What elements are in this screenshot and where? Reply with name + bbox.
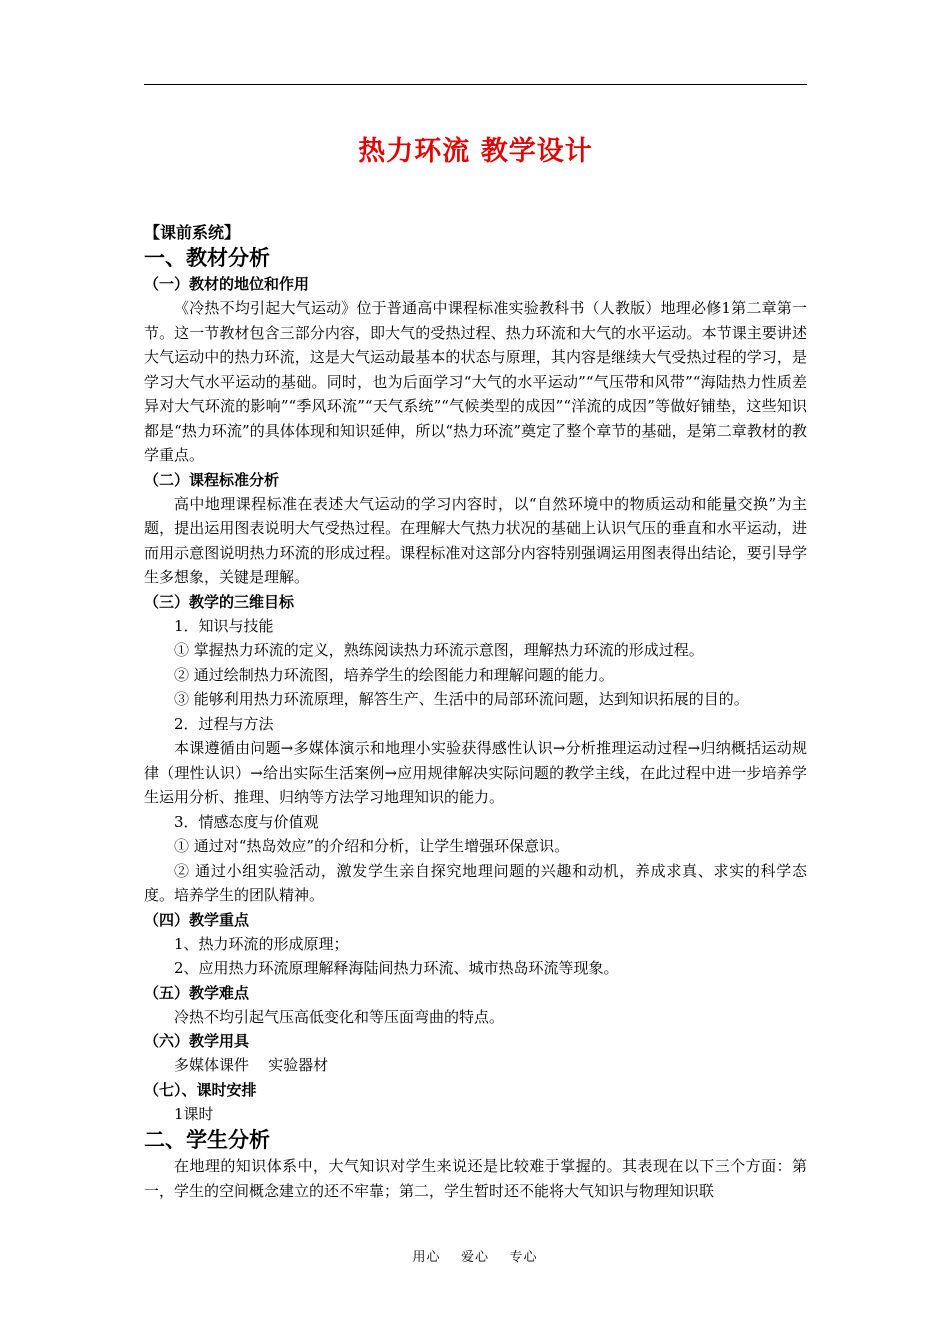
paragraph: 在地理的知识体系中，大气知识对学生来说还是比较难于掌握的。其表现在以下三个方面：第一，学生的空间概念建立的还不牢靠；第二，学生暂时还不能将大气知识与物理知识联 [144, 1157, 807, 1200]
section-heading-student-analysis: 二、学生分析 [144, 1127, 270, 1152]
list-item: ① 掌握热力环流的定义，熟练阅读热力环流示意图，理解热力环流的形成过程。 [174, 641, 704, 659]
subsection-title: （一）教材的地位和作用 [144, 275, 310, 293]
list-item: ① 通过对“热岛效应”的介绍和分析，让学生增强环保意识。 [174, 837, 570, 855]
list-item: 2．过程与方法 [174, 714, 274, 733]
section-heading-textbook-analysis: 一、教材分析 [144, 245, 270, 270]
list-item: 1．知识与技能 [174, 616, 274, 635]
list-item: 1、热力环流的形成原理； [174, 934, 349, 953]
list-item: ② 通过绘制热力环流图，培养学生的绘图能力和理解问题的能力。 [174, 665, 614, 684]
header-rule [144, 84, 807, 85]
list-item: 冷热不均引起气压高低变化和等压面弯曲的特点。 [174, 1007, 505, 1026]
list-item: ③ 能够利用热力环流原理，解答生产、生活中的局部环流问题，达到知识拓展的目的。 [174, 690, 749, 708]
pre-class-tag: 【课前系统】 [144, 223, 241, 242]
subsection-title: （五）教学难点 [144, 983, 250, 1002]
list-item: 2、应用热力环流原理解释海陆间热力环流、城市热岛环流等现象。 [174, 959, 619, 977]
paragraph: 《冷热不均引起大气运动》位于普通高中课程标准实验教科书（人教版）地理必修1第二章第一节。这一节教材包含三部分内容，即大气的受热过程、热力环流和大气的水平运动。本节课主要讲述大气运动中的热力环流，这是大气运动最基本的状态与原理，其内容是继续大气受热过程的学习，是学习大气水平运动的基础。同时，也为后面学习“大气的水平运动”“气压带和风带”“海陆热力性质差异对大气环流的影响”“季风环流”“天气系统”“气候类型的成因”“洋流的成因”等做好铺垫，这些知识都是“热力环流”的具体体现和知识延伸，所以“热力环流”奠定了整个章节的基础，是第二章教材的教学重点。 [144, 299, 807, 464]
paragraph: 高中地理课程标准在表述大气运动的学习内容时，以“自然环境中的物质运动和能量交换”为主题，提出运用图表说明大气受热过程。在理解大气热力状况的基础上认识气压的垂直和水平运动，进而用示意图说明热力环流的形成过程。课程标准对这部分内容特别强调运用图表得出结论，要引导学生多想象，关键是理解。 [144, 494, 807, 586]
subsection-title: （六）教学用具 [144, 1032, 250, 1050]
list-item: 1课时 [174, 1104, 214, 1123]
paragraph: 本课遵循由问题→多媒体演示和地理小实验获得感性认识→分析推理运动过程→归纳概括运动规律（理性认识）→给出实际生活案例→应用规律解决实际问题的教学主线，在此过程中进一步培养学生运用分析、推理、归纳等方法学习地理知识的能力。 [144, 739, 807, 806]
document-title: 热力环流 教学设计 [358, 136, 593, 167]
subsection-title: （四）教学重点 [144, 910, 250, 929]
paragraph: ② 通过小组实验活动，激发学生亲自探究地理问题的兴趣和动机，养成求真、求实的科学态度。培养学生的团队精神。 [144, 861, 807, 904]
subsection-title: （二）课程标准分析 [144, 470, 280, 489]
subsection-title: （三）教学的三维目标 [144, 592, 295, 611]
list-item: 多媒体课件 实验器材 [174, 1056, 329, 1074]
document-body [144, 132, 807, 1203]
list-item: 3．情感态度与价值观 [174, 812, 319, 831]
page-footer: 用心 爱心 专心 [412, 1250, 538, 1265]
subsection-title: （七）、课时安排 [144, 1080, 257, 1099]
